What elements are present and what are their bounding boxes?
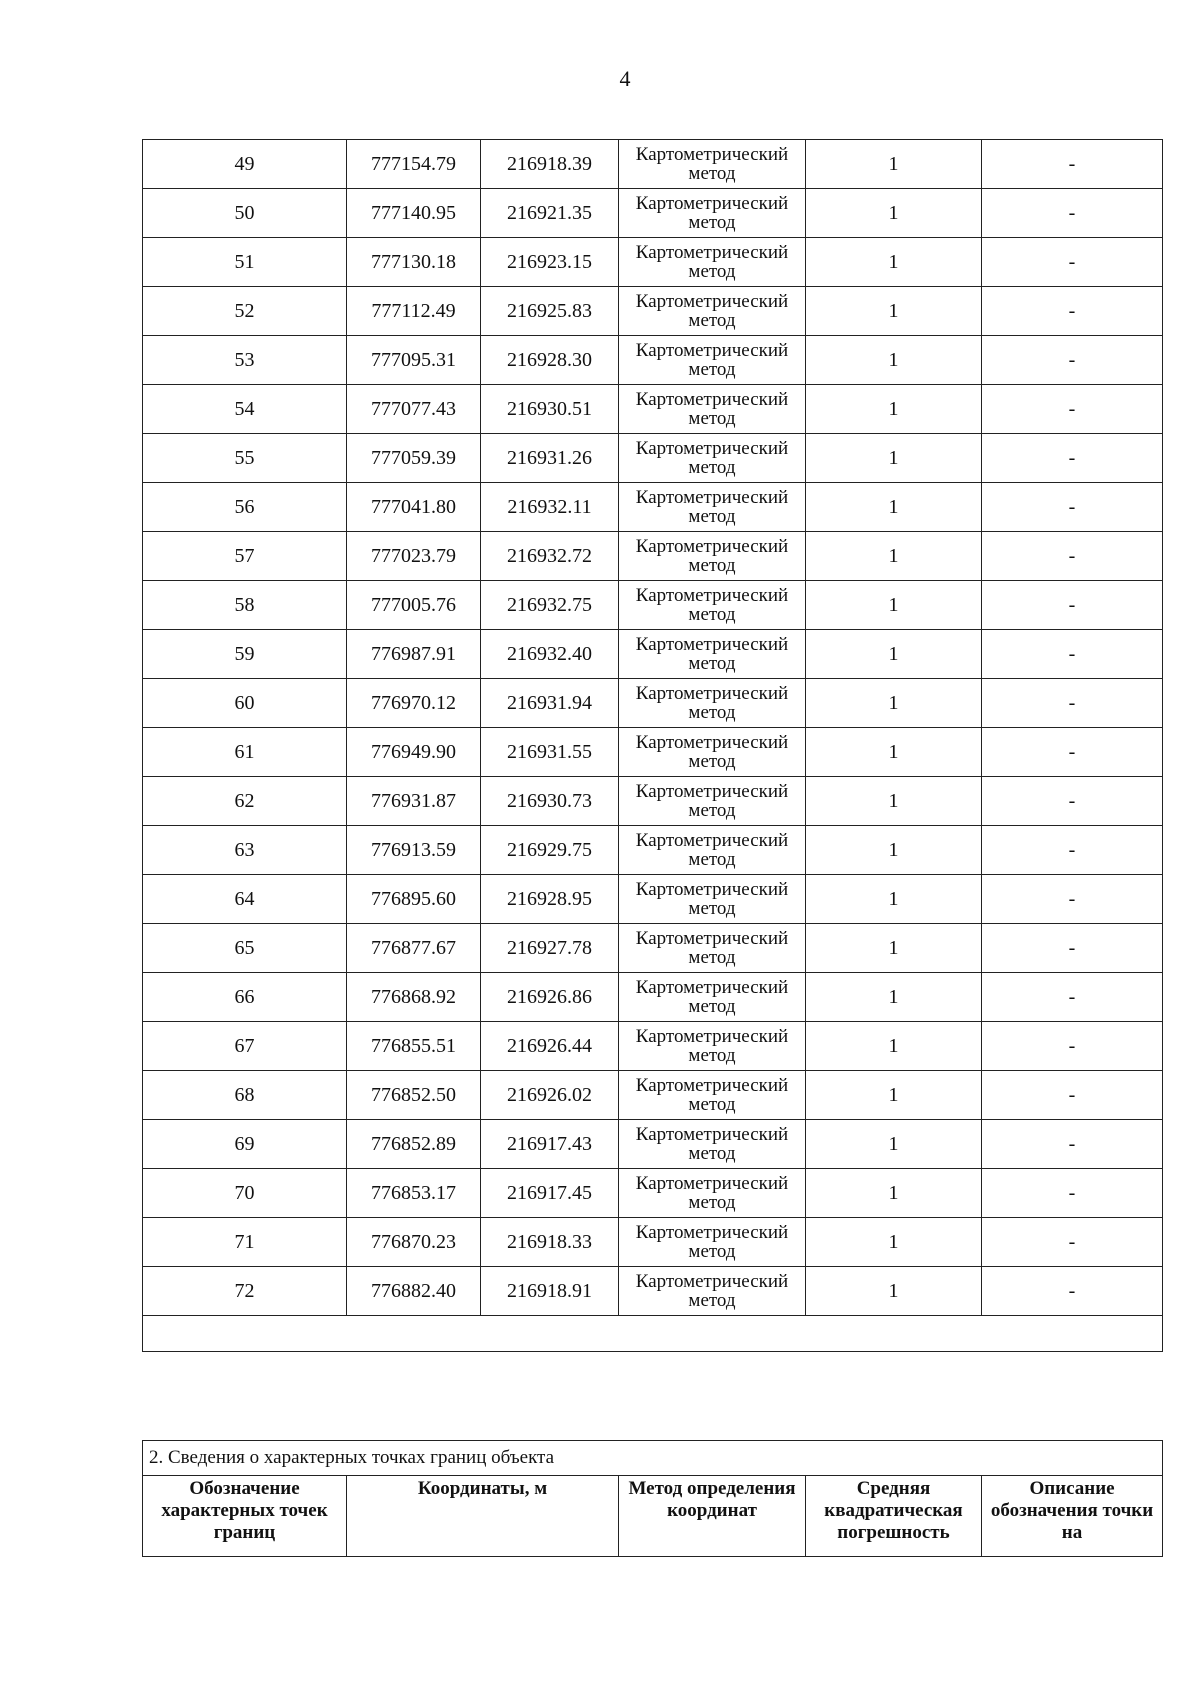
table-row bbox=[143, 336, 1163, 385]
y-coordinate-cell: 216918.33 bbox=[481, 1218, 619, 1267]
error-cell: 1 bbox=[806, 483, 982, 532]
y-coordinate-cell: 216926.86 bbox=[481, 973, 619, 1022]
table-row bbox=[143, 581, 1163, 630]
error-cell: 1 bbox=[806, 434, 982, 483]
header-coords: Координаты, м bbox=[347, 1476, 619, 1557]
error-cell: 1 bbox=[806, 336, 982, 385]
description-cell: - bbox=[982, 385, 1163, 434]
y-coordinate-cell: 216923.15 bbox=[481, 238, 619, 287]
point-cell: 60 bbox=[143, 679, 347, 728]
y-coordinate-cell: 216930.51 bbox=[481, 385, 619, 434]
point-cell: 51 bbox=[143, 238, 347, 287]
table-row bbox=[143, 875, 1163, 924]
point-cell: 68 bbox=[143, 1071, 347, 1120]
table-row bbox=[143, 483, 1163, 532]
table-row bbox=[143, 385, 1163, 434]
description-cell: - bbox=[982, 973, 1163, 1022]
error-cell: 1 bbox=[806, 238, 982, 287]
point-cell: 66 bbox=[143, 973, 347, 1022]
y-coordinate-cell: 216928.30 bbox=[481, 336, 619, 385]
x-coordinate-cell: 776855.51 bbox=[347, 1022, 481, 1071]
error-cell: 1 bbox=[806, 875, 982, 924]
table-row bbox=[143, 630, 1163, 679]
y-coordinate-cell: 216927.78 bbox=[481, 924, 619, 973]
method-cell: Картометрический метод bbox=[619, 777, 806, 826]
method-cell: Картометрический метод bbox=[619, 1120, 806, 1169]
y-coordinate-cell: 216932.72 bbox=[481, 532, 619, 581]
method-cell: Картометрический метод bbox=[619, 483, 806, 532]
header-error: Средняя квадратическая погрешность bbox=[806, 1476, 982, 1557]
table-row bbox=[143, 1071, 1163, 1120]
description-cell: - bbox=[982, 777, 1163, 826]
x-coordinate-cell: 776852.89 bbox=[347, 1120, 481, 1169]
table-row bbox=[143, 1022, 1163, 1071]
table-row bbox=[143, 140, 1163, 189]
method-cell: Картометрический метод bbox=[619, 238, 806, 287]
page-number: 4 bbox=[619, 66, 631, 91]
description-cell: - bbox=[982, 630, 1163, 679]
error-cell: 1 bbox=[806, 826, 982, 875]
description-cell: - bbox=[982, 483, 1163, 532]
x-coordinate-cell: 776987.91 bbox=[347, 630, 481, 679]
y-coordinate-cell: 216928.95 bbox=[481, 875, 619, 924]
x-coordinate-cell: 776882.40 bbox=[347, 1267, 481, 1316]
table-row bbox=[143, 728, 1163, 777]
y-coordinate-cell: 216926.44 bbox=[481, 1022, 619, 1071]
point-cell: 49 bbox=[143, 140, 347, 189]
method-cell: Картометрический метод bbox=[619, 434, 806, 483]
x-coordinate-cell: 776970.12 bbox=[347, 679, 481, 728]
table-row bbox=[143, 1267, 1163, 1316]
y-coordinate-cell: 216918.39 bbox=[481, 140, 619, 189]
y-coordinate-cell: 216926.02 bbox=[481, 1071, 619, 1120]
method-cell: Картометрический метод bbox=[619, 1022, 806, 1071]
description-cell: - bbox=[982, 189, 1163, 238]
error-cell: 1 bbox=[806, 532, 982, 581]
description-cell: - bbox=[982, 581, 1163, 630]
description-cell: - bbox=[982, 875, 1163, 924]
error-cell: 1 bbox=[806, 1022, 982, 1071]
error-cell: 1 bbox=[806, 189, 982, 238]
x-coordinate-cell: 777130.18 bbox=[347, 238, 481, 287]
coordinates-table bbox=[142, 139, 1163, 1352]
x-coordinate-cell: 776931.87 bbox=[347, 777, 481, 826]
point-cell: 50 bbox=[143, 189, 347, 238]
point-cell: 72 bbox=[143, 1267, 347, 1316]
description-cell: - bbox=[982, 1218, 1163, 1267]
description-cell: - bbox=[982, 238, 1163, 287]
y-coordinate-cell: 216932.11 bbox=[481, 483, 619, 532]
y-coordinate-cell: 216921.35 bbox=[481, 189, 619, 238]
point-cell: 67 bbox=[143, 1022, 347, 1071]
table-row bbox=[143, 777, 1163, 826]
description-cell: - bbox=[982, 434, 1163, 483]
table-row bbox=[143, 679, 1163, 728]
table-row bbox=[143, 1120, 1163, 1169]
point-cell: 63 bbox=[143, 826, 347, 875]
y-coordinate-cell: 216929.75 bbox=[481, 826, 619, 875]
section-2-table bbox=[142, 1440, 1163, 1557]
error-cell: 1 bbox=[806, 777, 982, 826]
method-cell: Картометрический метод bbox=[619, 581, 806, 630]
point-cell: 59 bbox=[143, 630, 347, 679]
error-cell: 1 bbox=[806, 140, 982, 189]
method-cell: Картометрический метод bbox=[619, 679, 806, 728]
method-cell: Картометрический метод bbox=[619, 728, 806, 777]
method-cell: Картометрический метод bbox=[619, 973, 806, 1022]
y-coordinate-cell: 216925.83 bbox=[481, 287, 619, 336]
error-cell: 1 bbox=[806, 924, 982, 973]
x-coordinate-cell: 777095.31 bbox=[347, 336, 481, 385]
point-cell: 71 bbox=[143, 1218, 347, 1267]
error-cell: 1 bbox=[806, 679, 982, 728]
x-coordinate-cell: 777059.39 bbox=[347, 434, 481, 483]
x-coordinate-cell: 776949.90 bbox=[347, 728, 481, 777]
table-row bbox=[143, 1218, 1163, 1267]
description-cell: - bbox=[982, 336, 1163, 385]
header-point: Обозначение характерных точек границ bbox=[143, 1476, 347, 1557]
x-coordinate-cell: 777005.76 bbox=[347, 581, 481, 630]
method-cell: Картометрический метод bbox=[619, 826, 806, 875]
point-cell: 55 bbox=[143, 434, 347, 483]
point-cell: 53 bbox=[143, 336, 347, 385]
description-cell: - bbox=[982, 1022, 1163, 1071]
y-coordinate-cell: 216931.26 bbox=[481, 434, 619, 483]
table-row bbox=[143, 532, 1163, 581]
error-cell: 1 bbox=[806, 385, 982, 434]
error-cell: 1 bbox=[806, 1218, 982, 1267]
x-coordinate-cell: 777077.43 bbox=[347, 385, 481, 434]
header-method: Метод определения координат bbox=[619, 1476, 806, 1557]
y-coordinate-cell: 216931.55 bbox=[481, 728, 619, 777]
x-coordinate-cell: 777154.79 bbox=[347, 140, 481, 189]
table-empty-row bbox=[143, 1316, 1163, 1352]
y-coordinate-cell: 216931.94 bbox=[481, 679, 619, 728]
error-cell: 1 bbox=[806, 728, 982, 777]
method-cell: Картометрический метод bbox=[619, 1169, 806, 1218]
method-cell: Картометрический метод bbox=[619, 287, 806, 336]
header-description: Описание обозначения точки на bbox=[982, 1476, 1163, 1557]
description-cell: - bbox=[982, 140, 1163, 189]
method-cell: Картометрический метод bbox=[619, 1218, 806, 1267]
method-cell: Картометрический метод bbox=[619, 1267, 806, 1316]
error-cell: 1 bbox=[806, 287, 982, 336]
x-coordinate-cell: 776895.60 bbox=[347, 875, 481, 924]
description-cell: - bbox=[982, 287, 1163, 336]
description-cell: - bbox=[982, 532, 1163, 581]
empty-cell bbox=[143, 1316, 1163, 1352]
y-coordinate-cell: 216932.75 bbox=[481, 581, 619, 630]
y-coordinate-cell: 216917.45 bbox=[481, 1169, 619, 1218]
table-row bbox=[143, 238, 1163, 287]
section-2-title: 2. Сведения о характерных точках границ объекта bbox=[143, 1441, 1163, 1476]
description-cell: - bbox=[982, 679, 1163, 728]
table-row bbox=[143, 924, 1163, 973]
x-coordinate-cell: 776852.50 bbox=[347, 1071, 481, 1120]
method-cell: Картометрический метод bbox=[619, 1071, 806, 1120]
x-coordinate-cell: 776877.67 bbox=[347, 924, 481, 973]
description-cell: - bbox=[982, 1169, 1163, 1218]
point-cell: 65 bbox=[143, 924, 347, 973]
method-cell: Картометрический метод bbox=[619, 924, 806, 973]
x-coordinate-cell: 777112.49 bbox=[347, 287, 481, 336]
y-coordinate-cell: 216932.40 bbox=[481, 630, 619, 679]
point-cell: 57 bbox=[143, 532, 347, 581]
error-cell: 1 bbox=[806, 973, 982, 1022]
method-cell: Картометрический метод bbox=[619, 630, 806, 679]
point-cell: 69 bbox=[143, 1120, 347, 1169]
table-row bbox=[143, 287, 1163, 336]
method-cell: Картометрический метод bbox=[619, 385, 806, 434]
y-coordinate-cell: 216930.73 bbox=[481, 777, 619, 826]
x-coordinate-cell: 776853.17 bbox=[347, 1169, 481, 1218]
point-cell: 54 bbox=[143, 385, 347, 434]
method-cell: Картометрический метод bbox=[619, 336, 806, 385]
method-cell: Картометрический метод bbox=[619, 189, 806, 238]
table-row bbox=[143, 434, 1163, 483]
y-coordinate-cell: 216917.43 bbox=[481, 1120, 619, 1169]
description-cell: - bbox=[982, 1071, 1163, 1120]
description-cell: - bbox=[982, 728, 1163, 777]
point-cell: 56 bbox=[143, 483, 347, 532]
point-cell: 64 bbox=[143, 875, 347, 924]
table-row bbox=[143, 826, 1163, 875]
x-coordinate-cell: 776870.23 bbox=[347, 1218, 481, 1267]
x-coordinate-cell: 776868.92 bbox=[347, 973, 481, 1022]
table-row bbox=[143, 1169, 1163, 1218]
point-cell: 61 bbox=[143, 728, 347, 777]
y-coordinate-cell: 216918.91 bbox=[481, 1267, 619, 1316]
method-cell: Картометрический метод bbox=[619, 532, 806, 581]
description-cell: - bbox=[982, 924, 1163, 973]
x-coordinate-cell: 777041.80 bbox=[347, 483, 481, 532]
method-cell: Картометрический метод bbox=[619, 140, 806, 189]
method-cell: Картометрический метод bbox=[619, 875, 806, 924]
point-cell: 58 bbox=[143, 581, 347, 630]
point-cell: 62 bbox=[143, 777, 347, 826]
point-cell: 70 bbox=[143, 1169, 347, 1218]
point-cell: 52 bbox=[143, 287, 347, 336]
x-coordinate-cell: 776913.59 bbox=[347, 826, 481, 875]
description-cell: - bbox=[982, 1120, 1163, 1169]
error-cell: 1 bbox=[806, 581, 982, 630]
error-cell: 1 bbox=[806, 1120, 982, 1169]
table-row bbox=[143, 189, 1163, 238]
error-cell: 1 bbox=[806, 630, 982, 679]
error-cell: 1 bbox=[806, 1071, 982, 1120]
table-row bbox=[143, 973, 1163, 1022]
description-cell: - bbox=[982, 1267, 1163, 1316]
description-cell: - bbox=[982, 826, 1163, 875]
x-coordinate-cell: 777023.79 bbox=[347, 532, 481, 581]
error-cell: 1 bbox=[806, 1267, 982, 1316]
x-coordinate-cell: 777140.95 bbox=[347, 189, 481, 238]
error-cell: 1 bbox=[806, 1169, 982, 1218]
